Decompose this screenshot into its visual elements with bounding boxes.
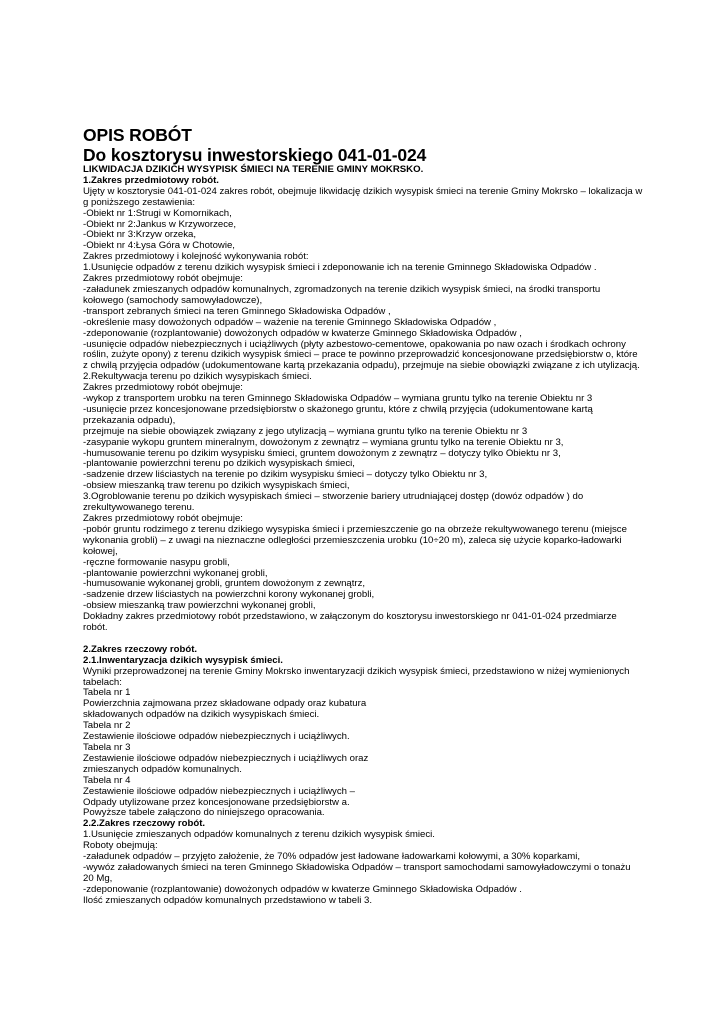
section-heading: 2.1.Inwentaryzacja dzikich wysypisk śmieci. — [83, 654, 283, 666]
text-line: 1.Usunięcie zmieszanych odpadów komunalnych z terenu dzikich wysypisk śmieci. — [83, 829, 435, 841]
text-line: -humusowanie terenu po dzikim wysypisku śmieci, gruntem dowożonym z zewnątrz – dotyczy tylko Obiektu nr 3, — [83, 447, 561, 459]
text-line: przejmuje na siebie obowiązek związany z jego utylizacją – wymiana gruntu tylko na terenie Obiektu nr 3 — [83, 425, 528, 437]
section-heading: 2.2.Zakres rzeczowy robót. — [83, 818, 206, 830]
text-line: -wykop z transportem urobku na teren Gminnego Składowiska Odpadów – wymiana gruntu tylko na terenie Obiektu nr 3 — [83, 393, 593, 405]
document-title: OPIS ROBÓT — [83, 125, 192, 145]
text-line: -ręczne formowanie nasypu grobli, — [83, 556, 230, 568]
text-line: -zasypanie wykopu gruntem mineralnym, dowożonym z zewnątrz – wymiana gruntu tylko na terenie Obiektu nr 3, — [83, 436, 564, 448]
section-heading: 2.Zakres rzeczowy robót. — [83, 643, 198, 655]
text-line: -załadunek zmieszanych odpadów komunalnych, zgromadzonych na terenie dzikich wysypisk śmieci, na środki transportu kołowego (samochody samowyładowcze), — [83, 283, 601, 306]
section-heading: LIKWIDACJA DZIKICH WYSYPISK ŚMIECI NA TERENIE GMINY MOKRSKO. — [83, 164, 424, 175]
text-line: -pobór gruntu rodzimego z terenu dzikiego wysypiska śmieci i przemieszczenie go na obrzeże rekultywowanego terenu (miejsce wykonania grobli) – z uwagi na nieznaczne odległości przemieszczenia urobku (10÷20 m), zaleca się użycie koparko-ładowarki kołowej, — [83, 523, 627, 557]
text-line: -obsiew mieszanką traw terenu po dzikich wysypiskach śmieci, — [83, 480, 350, 492]
text-line: Zestawienie ilościowe odpadów niebezpiecznych i uciążliwych oraz — [83, 752, 369, 764]
text-line: -zdeponowanie (rozplantowanie) dowożonych odpadów w kwaterze Gminnego Składowiska Odpadów . — [83, 883, 522, 895]
text-line: Tabela nr 3 — [83, 742, 131, 754]
text-line: Zakres przedmiotowy robót obejmuje: — [83, 382, 243, 394]
text-line: Wyniki przeprowadzonej na terenie Gminy Mokrsko inwentaryzacji dzikich wysypisk śmieci, przedstawiono w niżej wymienionych tabelach: — [83, 665, 630, 688]
text-line: -transport zebranych śmieci na teren Gminnego Składowiska Odpadów , — [83, 305, 391, 317]
text-line: Powierzchnia zajmowana przez składowane odpady oraz kubatura — [83, 698, 367, 710]
text-line: -Obiekt nr 1:Strugi w Komornikach, — [83, 207, 232, 219]
text-line: -plantowanie powierzchni terenu po dzikich wysypiskach śmieci, — [83, 458, 355, 470]
text-line: -sadzenie drzew liściastych na terenie po dzikim wysypisku śmieci – dotyczy tylko Obiektu nr 3, — [83, 469, 488, 481]
text-line: Odpady utylizowane przez koncesjonowane przedsiębiorstw a. — [83, 796, 350, 808]
text-line: Roboty obejmują: — [83, 840, 158, 852]
section-heading: 1.Zakres przedmiotowy robót. — [83, 174, 219, 186]
text-line: Ujęty w kosztorysie 041-01-024 zakres robót, obejmuje likwidację dzikich wysypisk śmieci na terenie Gminy Mokrsko – lokalizacja w g poniższego zestawienia: — [83, 185, 643, 208]
text-line: 2.Rekultywacja terenu po dzikich wysypiskach śmieci. — [83, 371, 312, 383]
document-page — [83, 125, 643, 907]
document-body — [83, 165, 643, 907]
text-line: -Obiekt nr 2:Jankus w Krzyworzece, — [83, 218, 237, 230]
text-line: 1.Usunięcie odpadów z terenu dzikich wysypisk śmieci i zdeponowanie ich na terenie Gminnego Składowiska Odpadów . — [83, 262, 597, 274]
text-line: -sadzenie drzew liściastych na powierzchni korony wykonanej grobli, — [83, 589, 375, 601]
text-line: -usunięcie odpadów niebezpiecznych i uciążliwych (płyty azbestowo-cementowe, opakowania po naw ozach i środkach ochrony roślin, zużyte opony) z terenu dzikich wysypisk śmieci – prace te powinno przeprowadzić koncesjonowane przedsiębiorstw o, które z chwilą przyjęcia odpadów (udokumentowane kartą przekazania odpadu), przejmuje na siebie obowiązki związane z ich utylizacją. — [83, 338, 640, 372]
text-line: Ilość zmieszanych odpadów komunalnych przedstawiono w tabeli 3. — [83, 894, 373, 906]
text-line: składowanych odpadów na dzikich wysypiskach śmieci. — [83, 709, 320, 721]
text-line: zmieszanych odpadów komunalnych. — [83, 763, 242, 775]
document-subtitle: Do kosztorysu inwestorskiego 041-01-024 — [83, 145, 427, 165]
text-line: Zakres przedmiotowy robót obejmuje: — [83, 273, 243, 285]
text-line: Tabela nr 2 — [83, 720, 131, 732]
text-line: Zestawienie ilościowe odpadów niebezpiecznych i uciążliwych. — [83, 731, 350, 743]
text-line: -obsiew mieszanką traw powierzchni wykonanej grobli, — [83, 600, 316, 612]
text-line: 3.Ogroblowanie terenu po dzikich wysypiskach śmieci – stworzenie bariery utrudniającej dostęp (dowóz odpadów ) do zrekultywowanego terenu. — [83, 491, 584, 514]
text-line: -plantowanie powierzchni wykonanej grobli, — [83, 567, 268, 579]
text-line: -usunięcie przez koncesjonowane przedsiębiorstw o skażonego gruntu, które z chwilą przyjęcia (udokumentowane kartą przekazania odpadu), — [83, 403, 593, 426]
text-line: Powyższe tabele załączono do niniejszego opracowania. — [83, 807, 325, 819]
text-line: Zakres przedmiotowy i kolejność wykonywania robót: — [83, 251, 309, 263]
text-line: Zestawienie ilościowe odpadów niebezpiecznych i uciążliwych – — [83, 785, 355, 797]
text-line: -określenie masy dowożonych odpadów – ważenie na terenie Gminnego Składowiska Odpadów , — [83, 316, 497, 328]
text-line: Tabela nr 4 — [83, 774, 131, 786]
text-line: -wywóz załadowanych śmieci na teren Gminnego Składowiska Odpadów – transport samochodami samowyładowczymi o tonażu 20 Mg, — [83, 861, 631, 884]
text-line: Dokładny zakres przedmiotowy robót przedstawiono, w załączonym do kosztorysu inwestorskiego nr 041-01-024 przedmiarze robót. — [83, 611, 617, 634]
text-line: -załadunek odpadów – przyjęto założenie, że 70% odpadów jest ładowane ładowarkami kołowymi, a 30% koparkami, — [83, 851, 581, 863]
text-line: Tabela nr 1 — [83, 687, 131, 699]
text-line: -Obiekt nr 4:Łysa Góra w Chotowie, — [83, 240, 235, 252]
text-line: Zakres przedmiotowy robót obejmuje: — [83, 513, 243, 524]
text-line: -humusowanie wykonanej grobli, gruntem dowożonym z zewnątrz, — [83, 578, 366, 590]
text-line: -Obiekt nr 3:Krzyw orzeka, — [83, 229, 197, 241]
text-line: -zdeponowanie (rozplantowanie) dowożonych odpadów w kwaterze Gminnego Składowiska Odpadów , — [83, 327, 522, 339]
